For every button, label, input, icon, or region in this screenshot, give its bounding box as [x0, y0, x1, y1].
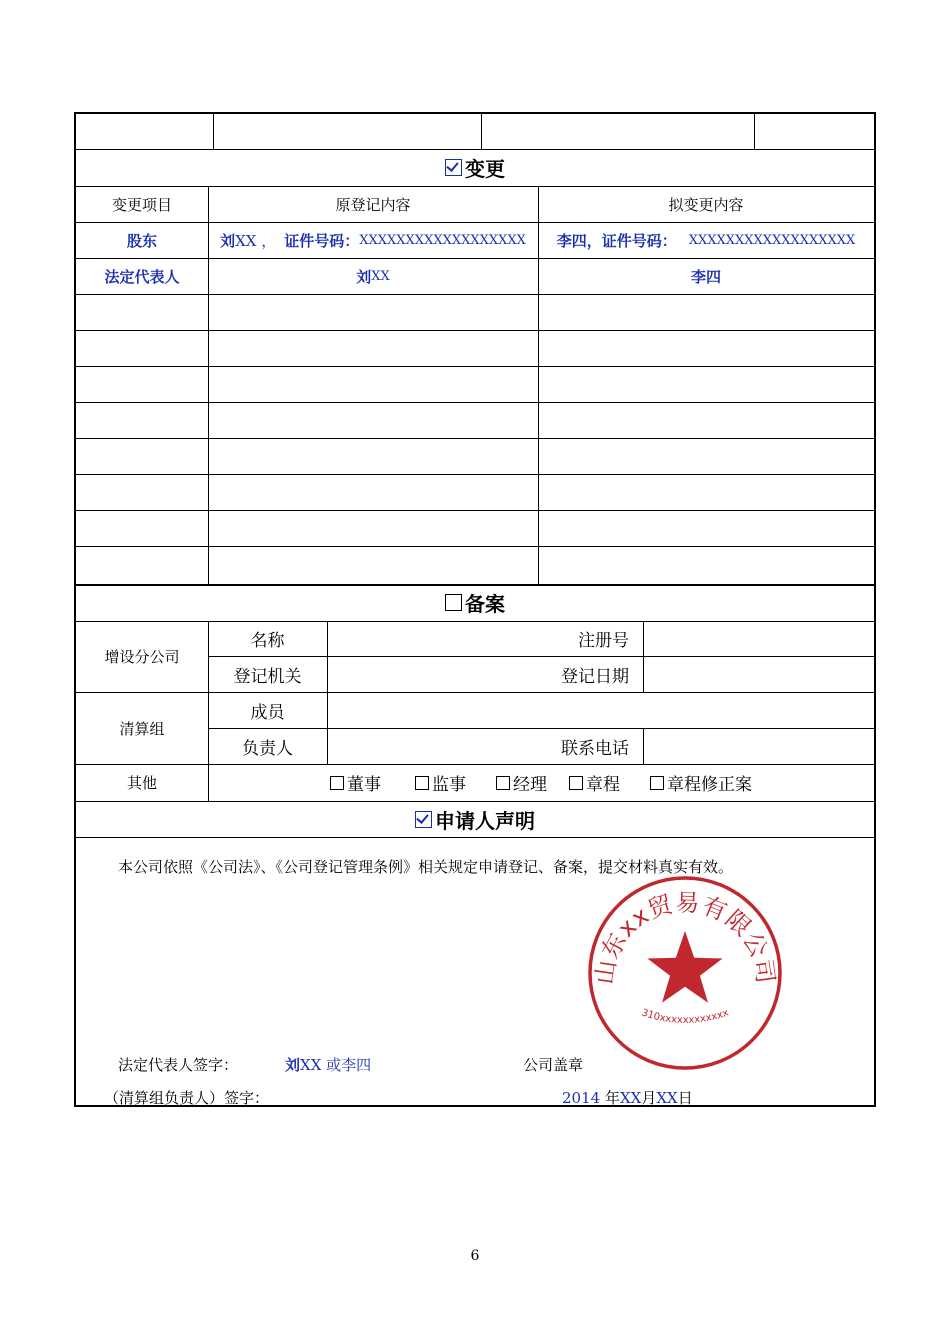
- header-change-item: 变更项目: [111, 195, 172, 214]
- page-number: 6: [470, 1248, 480, 1264]
- liquidation-phone-label: 联系电话: [561, 738, 629, 759]
- checkbox-unchecked-icon[interactable]: [330, 776, 344, 790]
- option-manager[interactable]: 经理: [496, 770, 547, 795]
- section-declaration-title: 申请人声明: [76, 801, 874, 837]
- rule: [754, 114, 755, 149]
- section-change-title: 变更: [76, 149, 874, 186]
- company-seal-stamp: [585, 873, 785, 1073]
- branch-name-label: 名称: [250, 631, 285, 651]
- declaration-text: 本公司依照《公司法》、《公司登记管理条例》相关规定申请登记、备案，提交材料真实有效。: [118, 858, 734, 876]
- option-directors[interactable]: 董事: [330, 770, 381, 795]
- other-options: [208, 764, 874, 801]
- legal-rep-signature-label: 法定代表人签字：: [118, 1056, 239, 1074]
- header-original: 原登记内容: [335, 195, 411, 214]
- option-articles[interactable]: 章程: [569, 770, 620, 795]
- checkbox-checked-icon[interactable]: [445, 159, 462, 176]
- branch-reg-no-label: 注册号: [578, 631, 629, 651]
- branch-authority-label: 登记机关: [233, 666, 302, 687]
- branch-label: 增设分公司: [104, 648, 180, 666]
- rule: [76, 402, 874, 403]
- seal-star-icon: [647, 931, 722, 1003]
- signature-date: 2014 年XX月XX日: [562, 1089, 693, 1107]
- branch-reg-no-field[interactable]: [643, 621, 874, 656]
- option-articles-amendment[interactable]: 章程修正案: [650, 770, 752, 795]
- checkbox-unchecked-icon[interactable]: [569, 776, 583, 790]
- row-shareholder-item: 股东: [126, 231, 157, 250]
- row-shareholder-original: 刘 XX ， 证件号码： XXXXXXXXXXXXXXXXXX: [220, 231, 526, 250]
- section-filing-title: 备案: [76, 584, 874, 621]
- liquidation-phone-field[interactable]: [643, 728, 874, 764]
- checkbox-unchecked-icon[interactable]: [496, 776, 510, 790]
- checkbox-unchecked-icon[interactable]: [650, 776, 664, 790]
- liquidation-members-label: 成员: [250, 702, 285, 723]
- liquidation-members-field[interactable]: [327, 692, 874, 728]
- rule: [76, 837, 874, 838]
- liquidation-leader-label: 负责人: [242, 738, 293, 759]
- rule: [76, 294, 874, 295]
- row-legal-rep-item: 法定代表人: [104, 267, 180, 286]
- company-seal-label: 公司盖章: [523, 1056, 584, 1074]
- header-proposed: 拟变更内容: [668, 195, 744, 214]
- rule: [76, 330, 874, 331]
- liquidation-label: 清算组: [119, 719, 165, 738]
- legal-rep-signature-value: 刘XX 或李四: [285, 1056, 372, 1074]
- other-label: 其他: [126, 774, 157, 792]
- branch-reg-date-field[interactable]: [643, 656, 874, 692]
- rule: [481, 114, 482, 149]
- rule: [76, 474, 874, 475]
- row-legal-rep-proposed: 李四: [690, 267, 721, 286]
- liquidation-signature-label: （清算组负责人）签字：: [104, 1089, 270, 1107]
- rule: [76, 366, 874, 367]
- rule: [76, 546, 874, 547]
- seal-number: 310xxxxxxxxxxxx: [639, 1007, 731, 1027]
- checkbox-checked-icon[interactable]: [415, 811, 432, 828]
- seal-company-name: 山东xx贸易有限公司: [590, 888, 780, 987]
- row-shareholder-proposed: 李四， 证件号码： XXXXXXXXXXXXXXXXXX: [556, 231, 856, 250]
- row-legal-rep-original: 刘 XX: [356, 267, 390, 286]
- checkbox-unchecked-icon[interactable]: [415, 776, 429, 790]
- rule: [76, 438, 874, 439]
- checkbox-unchecked-icon[interactable]: [445, 594, 462, 611]
- rule: [76, 510, 874, 511]
- rule: [213, 114, 214, 149]
- branch-reg-date-label: 登记日期: [561, 666, 629, 687]
- option-supervisors[interactable]: 监事: [415, 770, 466, 795]
